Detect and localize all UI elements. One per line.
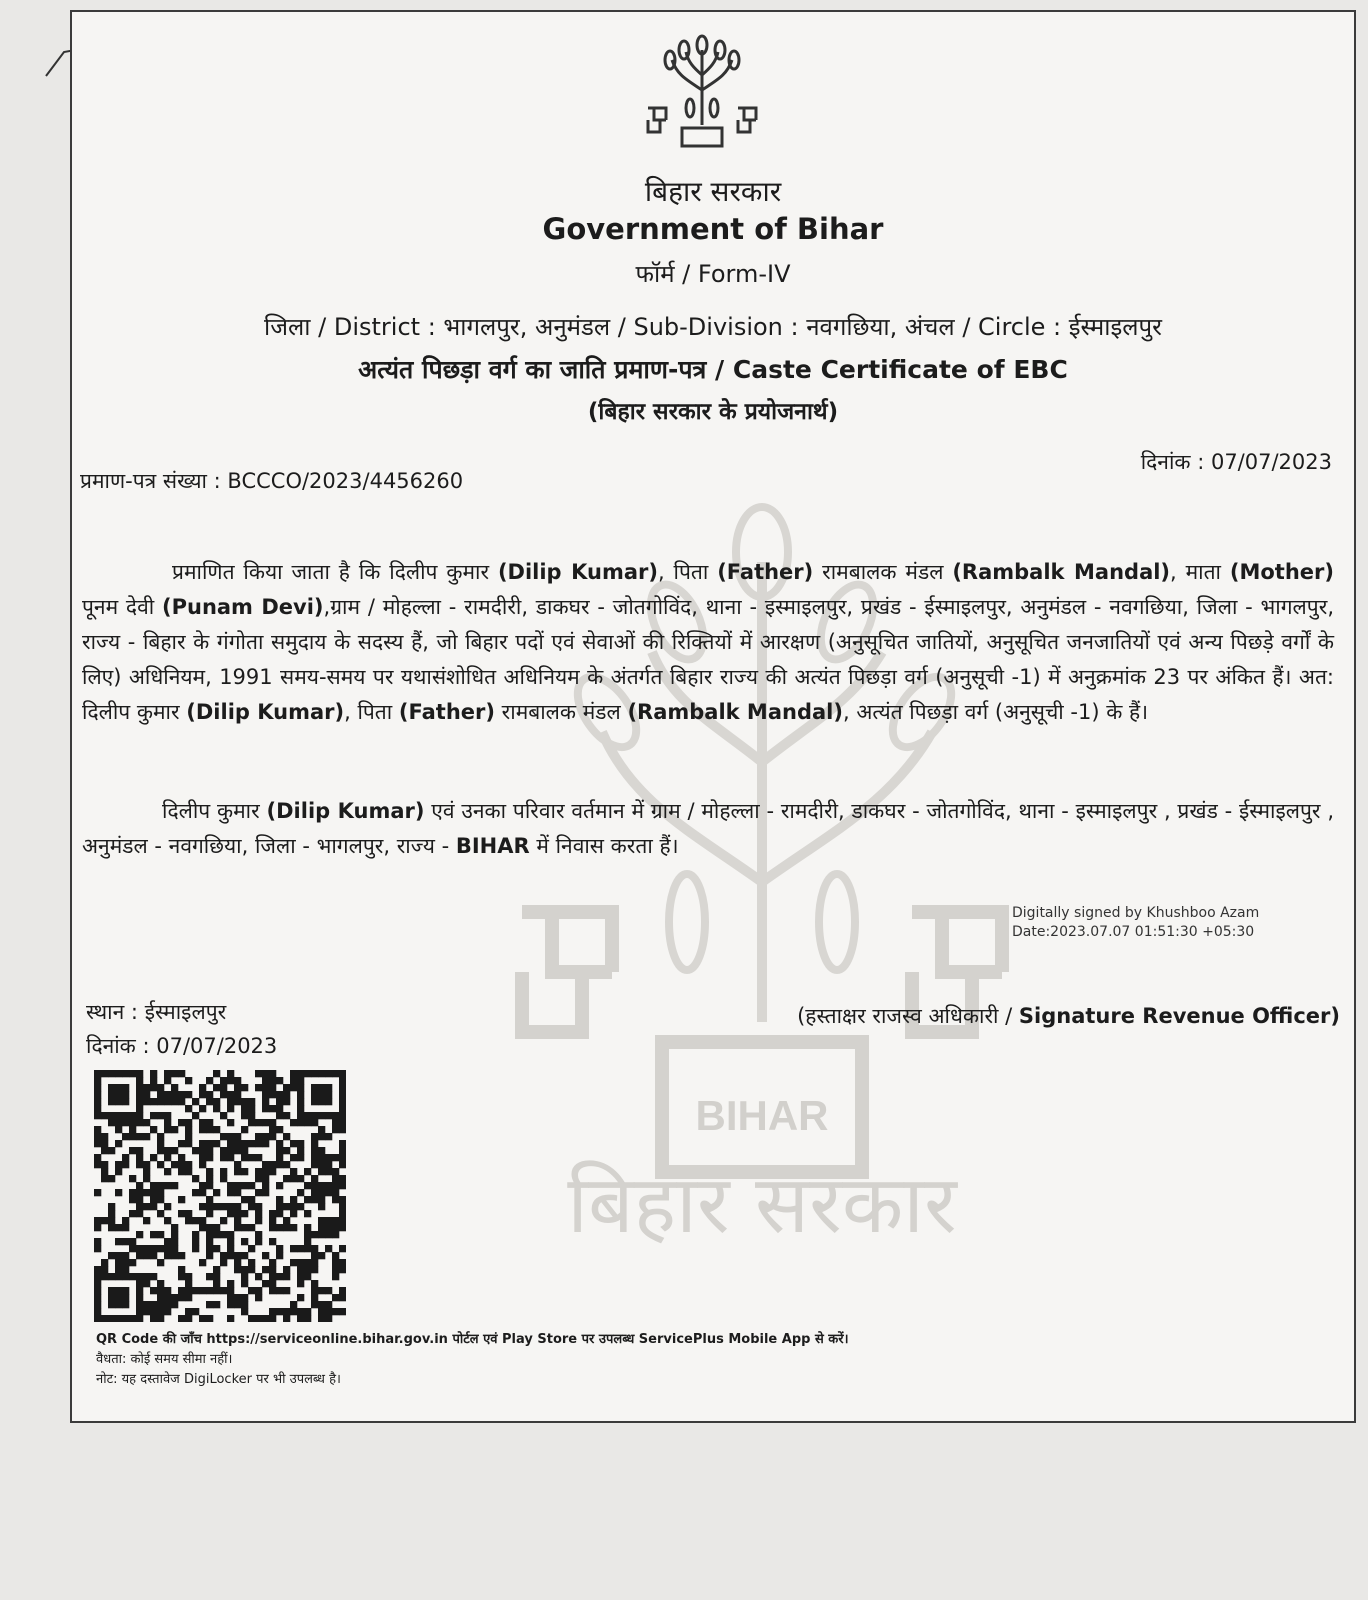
watermark-seal-text: BIHAR xyxy=(695,1092,829,1139)
text-run: रामबालक मंडल xyxy=(813,560,953,584)
text-run: (Rambalk Mandal) xyxy=(627,700,843,724)
text-run: पूनम देवी xyxy=(82,595,162,619)
text-run: एवं उनका परिवार वर्तमान में ग्राम / मोहल्ला - रामदीरी, डाकघर - जोतगोविंद, थाना - इस्माइलपुर , प्रखंड - ईस्माइलपुर , अनुमंडल - नवगछिया, जिला - भागलपुर, राज्य - xyxy=(82,799,1334,858)
text-run: , माता xyxy=(1170,560,1230,584)
text-run: BIHAR xyxy=(455,834,530,858)
digital-sign-date: Date:2023.07.07 01:51:30 +05:30 xyxy=(1012,924,1255,940)
footer-validity: वैधता: कोई समय सीमा नहीं। xyxy=(96,1352,233,1367)
signature-label-hindi: (हस्ताक्षर राजस्व अधिकारी / xyxy=(797,1004,1019,1028)
text-run: दिलीप कुमार xyxy=(162,799,267,823)
signature-label-english: Signature Revenue Officer) xyxy=(1018,1004,1340,1028)
text-run: (Dilip Kumar) xyxy=(497,560,658,584)
form-number: फॉर्म / Form-IV xyxy=(635,260,791,288)
text-run: प्रमाणित किया जाता है कि दिलीप कुमार xyxy=(172,560,498,584)
certificate-paragraph-2 xyxy=(82,794,1334,864)
text-run: (Rambalk Mandal) xyxy=(952,560,1171,584)
govt-title-english: Government of Bihar xyxy=(542,212,884,246)
text-run: (Father) xyxy=(398,700,495,724)
text-run: , अत्यंत पिछड़ा वर्ग (अनुसूची -1) के हैं। xyxy=(842,700,1149,724)
signature-label xyxy=(797,1002,1340,1030)
place-date: दिनांक : 07/07/2023 xyxy=(86,1034,278,1058)
district-line: जिला / District : भागलपुर, अनुमंडल / Sub-Division : नवगछिया, अंचल / Circle : ईस्माइलपुर xyxy=(264,313,1162,341)
place-date-block xyxy=(86,995,277,1063)
qr-code[interactable] xyxy=(94,1070,346,1322)
govt-title-hindi: बिहार सरकार xyxy=(644,175,782,208)
watermark-text: बिहार सरकार xyxy=(567,1158,957,1251)
certificate-sheet xyxy=(70,10,1356,1423)
footer-digilocker-note: नोट: यह दस्तावेज DigiLocker पर भी उपलब्ध है। xyxy=(96,1372,341,1387)
text-run: , पिता xyxy=(657,560,718,584)
footer-qr-note: QR Code की जाँच https://serviceonline.bihar.gov.in पोर्टल एवं Play Store पर उपलब्ध ServicePlus Mobile App से करें। xyxy=(96,1332,849,1347)
text-run: (Mother) xyxy=(1229,560,1334,584)
place: स्थान : ईस्माइलपुर xyxy=(86,1000,227,1024)
text-run: (Dilip Kumar) xyxy=(266,799,425,823)
text-run: , पिता xyxy=(344,700,399,724)
footer-notes xyxy=(96,1330,849,1390)
certificate-number: प्रमाण-पत्र संख्या : BCCCO/2023/4456260 xyxy=(80,469,464,493)
text-run: रामबालक मंडल xyxy=(494,700,628,724)
issue-date: दिनांक : 07/07/2023 xyxy=(1140,450,1332,474)
text-run: में निवास करता हैं। xyxy=(529,834,679,858)
text-run: ,ग्राम / मोहल्ला - रामदीरी, डाकघर - जोतगोविंद, थाना - इस्माइलपुर, प्रखंड - ईस्माइलपुर, अनुमंडल - नवगछिया, जिला - भागलपुर, राज्य - बिहार के गंगोता समुदाय के सदस्य हैं, जो बिहार पदों एवं सेवाओं की रिक्तियों में आरक्षण (अनुसूचित जातियों, अनुसूचित जनजातियों एवं अन्य पिछड़े वर्गों के लिए) अधिनियम, 1991 समय-समय पर यथासंशोधित अधिनियम के अंतर्गत बिहार राज्य की अत्यंत पिछड़ा वर्ग (अनुसूची -1) में अनुक्रमांक 23 पर अंकित हैं। अत: दिलीप कुमार xyxy=(82,595,1334,724)
certificate-purpose: (बिहार सरकार के प्रयोजनार्थ) xyxy=(587,399,839,425)
text-run: (Father) xyxy=(717,560,814,584)
digital-signed-by: Digitally signed by Khushboo Azam xyxy=(1012,905,1260,921)
text-run: (Dilip Kumar) xyxy=(186,700,345,724)
text-run: (Punam Devi) xyxy=(162,595,324,619)
certificate-paragraph-1 xyxy=(82,555,1334,730)
bihar-emblem-logo xyxy=(642,30,762,150)
certificate-title: अत्यंत पिछड़ा वर्ग का जाति प्रमाण-पत्र / Caste Certificate of EBC xyxy=(358,355,1068,384)
digital-signature-block xyxy=(1012,904,1259,942)
